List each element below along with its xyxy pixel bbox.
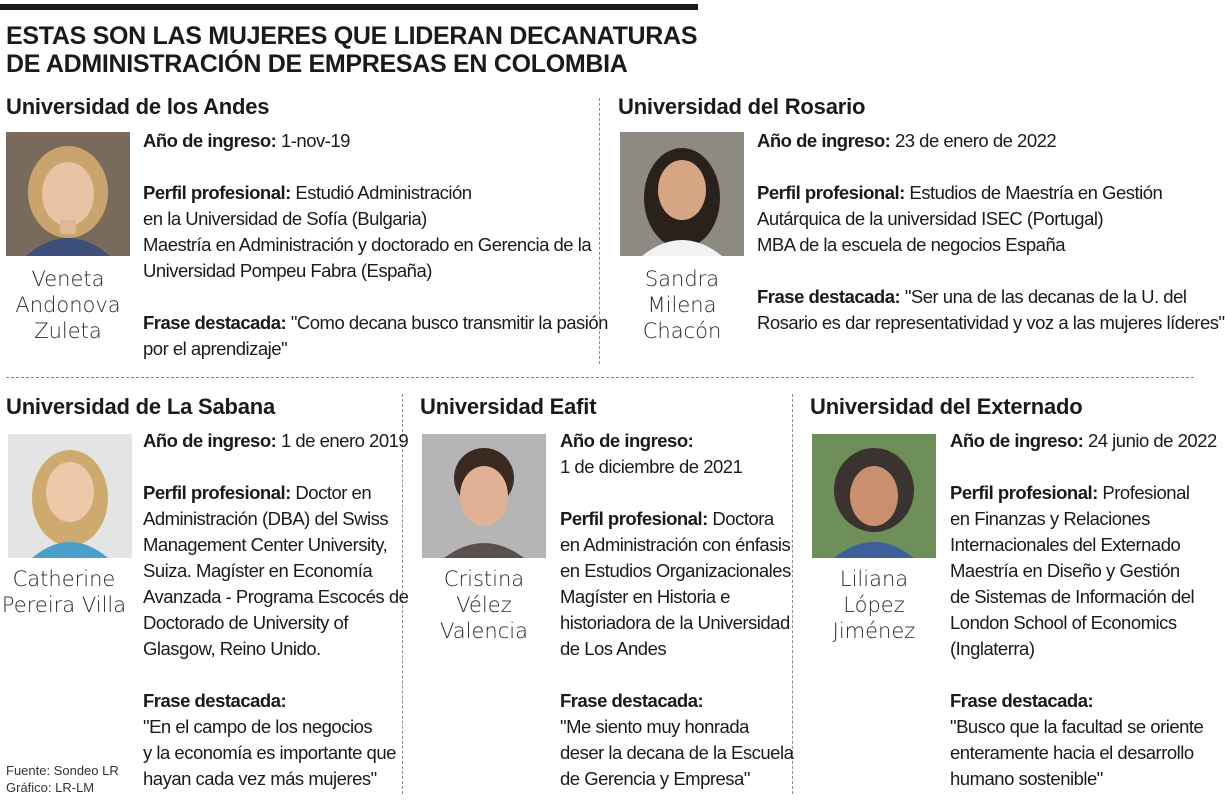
perfil-label: Perfil profesional: (143, 182, 291, 203)
perfil-text: en Estudios Organizacionales (560, 560, 791, 581)
frase-text: "En el campo de los negocios (143, 716, 373, 737)
portrait-rosario-icon (620, 132, 744, 256)
top-rule (0, 4, 698, 10)
name-line: Liliana (839, 567, 909, 591)
perfil-label: Perfil profesional: (950, 482, 1098, 503)
perfil-label: Perfil profesional: (143, 482, 291, 503)
frase-label: Frase destacada: (560, 690, 704, 711)
perfil-text: (Inglaterra) (950, 638, 1035, 659)
perfil-text: Management Center University, (143, 534, 388, 555)
perfil-text: London School of Economics (950, 612, 1177, 633)
ingreso-label: Año de ingreso: (143, 430, 277, 451)
name-line: Valencia (440, 619, 528, 643)
card-sabana (1, 394, 409, 794)
perfil-text: en la Universidad de Sofía (Bulgaria) (143, 208, 427, 229)
frase-label: Frase destacada: (143, 312, 287, 333)
person-name (0, 566, 128, 618)
perfil-text: de Sistemas de Información del (950, 586, 1195, 607)
ingreso-value: 1 de enero 2019 (280, 430, 409, 451)
name-line: Chacón (642, 319, 722, 343)
portrait-photo (8, 434, 132, 558)
card-externado (810, 394, 1217, 794)
card-rosario (618, 94, 1225, 374)
perfil-text: MBA de la escuela de negocios España (757, 234, 1066, 255)
perfil-text: de Los Andes (560, 638, 667, 659)
ingreso-value: 23 de enero de 2022 (894, 130, 1057, 151)
portrait-sabana-icon (8, 434, 132, 558)
portrait-photo (422, 434, 546, 558)
info-block (143, 128, 608, 362)
frase-text: hayan cada vez más mujeres" (143, 768, 377, 789)
name-line: Milena (647, 293, 717, 317)
info-block (757, 128, 1225, 336)
perfil-text: Magíster en Historia e (560, 586, 730, 607)
perfil-label: Perfil profesional: (560, 508, 708, 529)
portrait-photo (6, 132, 130, 256)
frase-text: humano sostenible" (950, 768, 1103, 789)
divider-vertical-top (599, 98, 600, 364)
ingreso-label: Año de ingreso: (950, 430, 1084, 451)
perfil-text: Doctorado de University of (143, 612, 348, 633)
name-line: Pereira Villa (1, 593, 127, 617)
frase-text: y la economía es importante que (143, 742, 396, 763)
person-name (620, 266, 744, 344)
frase-text: Rosario es dar representatividad y voz a las mujeres líderes" (757, 312, 1225, 333)
frase-text: por el aprendizaje" (143, 338, 288, 359)
university-name: Universidad del Externado (810, 394, 1083, 419)
name-line: Jiménez (832, 619, 916, 643)
card-andes (6, 94, 608, 374)
name-line: Vélez (456, 593, 512, 617)
person-name (6, 266, 130, 344)
university-name: Universidad del Rosario (618, 94, 866, 119)
card-eafit (420, 394, 794, 794)
perfil-text: Autárquica de la universidad ISEC (Portugal) (757, 208, 1104, 229)
name-line: Andonova (15, 293, 121, 317)
perfil-text: Estudió Administración (295, 182, 472, 203)
ingreso-label: Año de ingreso: (757, 130, 891, 151)
frase-label: Frase destacada: (143, 690, 287, 711)
perfil-text: en Finanzas y Relaciones (950, 508, 1150, 529)
divider-vertical-bottom-right (792, 394, 793, 794)
name-line: Veneta (31, 267, 105, 291)
person-name (812, 566, 936, 644)
portrait-eafit-icon (422, 434, 546, 558)
frase-label: Frase destacada: (757, 286, 901, 307)
info-block (950, 428, 1217, 792)
frase-text: enteramente hacia el desarrollo (950, 742, 1194, 763)
perfil-text: Administración (DBA) del Swiss (143, 508, 389, 529)
frase-text: "Ser una de las decanas de la U. del (904, 286, 1187, 307)
perfil-text: Maestría en Diseño y Gestión (950, 560, 1180, 581)
university-name: Universidad de La Sabana (6, 394, 276, 419)
perfil-text: Doctor en (295, 482, 372, 503)
portrait-photo (812, 434, 936, 558)
info-block (143, 428, 409, 792)
ingreso-label: Año de ingreso: (143, 130, 277, 151)
frase-text: "Me siento muy honrada (560, 716, 749, 737)
name-line: Sandra (644, 267, 720, 291)
name-line: Cristina (443, 567, 525, 591)
frase-text: de Gerencia y Empresa" (560, 768, 750, 789)
name-line: Catherine (12, 567, 116, 591)
portrait-andes-icon (6, 132, 130, 256)
page-title (6, 22, 726, 78)
perfil-text: Profesional (1102, 482, 1190, 503)
name-line: Zuleta (34, 319, 102, 343)
university-name: Universidad Eafit (420, 394, 597, 419)
source-credit (6, 762, 119, 796)
perfil-text: Suiza. Magíster en Economía (143, 560, 373, 581)
perfil-text: Maestría en Administración y doctorado en Gerencia de la (143, 234, 592, 255)
frase-label: Frase destacada: (950, 690, 1094, 711)
source-line: Fuente: Sondeo LR (6, 763, 119, 778)
perfil-text: Internacionales del Externado (950, 534, 1181, 555)
person-name (422, 566, 546, 644)
portrait-photo (620, 132, 744, 256)
university-name: Universidad de los Andes (6, 94, 270, 119)
credit-line: Gráfico: LR-LM (6, 780, 95, 795)
perfil-text: Glasgow, Reino Unido. (143, 638, 321, 659)
perfil-text: Doctora (712, 508, 774, 529)
title-line-1: ESTAS SON LAS MUJERES QUE LIDERAN DECANATURAS (6, 22, 698, 50)
frase-text: "Busco que la facultad se oriente (950, 716, 1204, 737)
portrait-externado-icon (812, 434, 936, 558)
perfil-text: historiadora de la Universidad (560, 612, 790, 633)
ingreso-label: Año de ingreso: (560, 430, 694, 451)
perfil-text: Estudios de Maestría en Gestión (909, 182, 1163, 203)
perfil-text: en Administración con énfasis (560, 534, 791, 555)
perfil-text: Avanzada - Programa Escocés de (143, 586, 409, 607)
info-block (560, 428, 794, 792)
ingreso-value: 1-nov-19 (280, 130, 350, 151)
frase-text: deser la decana de la Escuela (560, 742, 794, 763)
perfil-label: Perfil profesional: (757, 182, 905, 203)
title-line-2: DE ADMINISTRACIÓN DE EMPRESAS EN COLOMBIA (6, 50, 628, 78)
divider-horizontal (6, 377, 1194, 378)
name-line: López (843, 593, 905, 617)
frase-text: "Como decana busco transmitir la pasión (290, 312, 608, 333)
ingreso-value: 24 junio de 2022 (1087, 430, 1217, 451)
ingreso-value: 1 de diciembre de 2021 (560, 456, 743, 477)
perfil-text: Universidad Pompeu Fabra (España) (143, 260, 432, 281)
